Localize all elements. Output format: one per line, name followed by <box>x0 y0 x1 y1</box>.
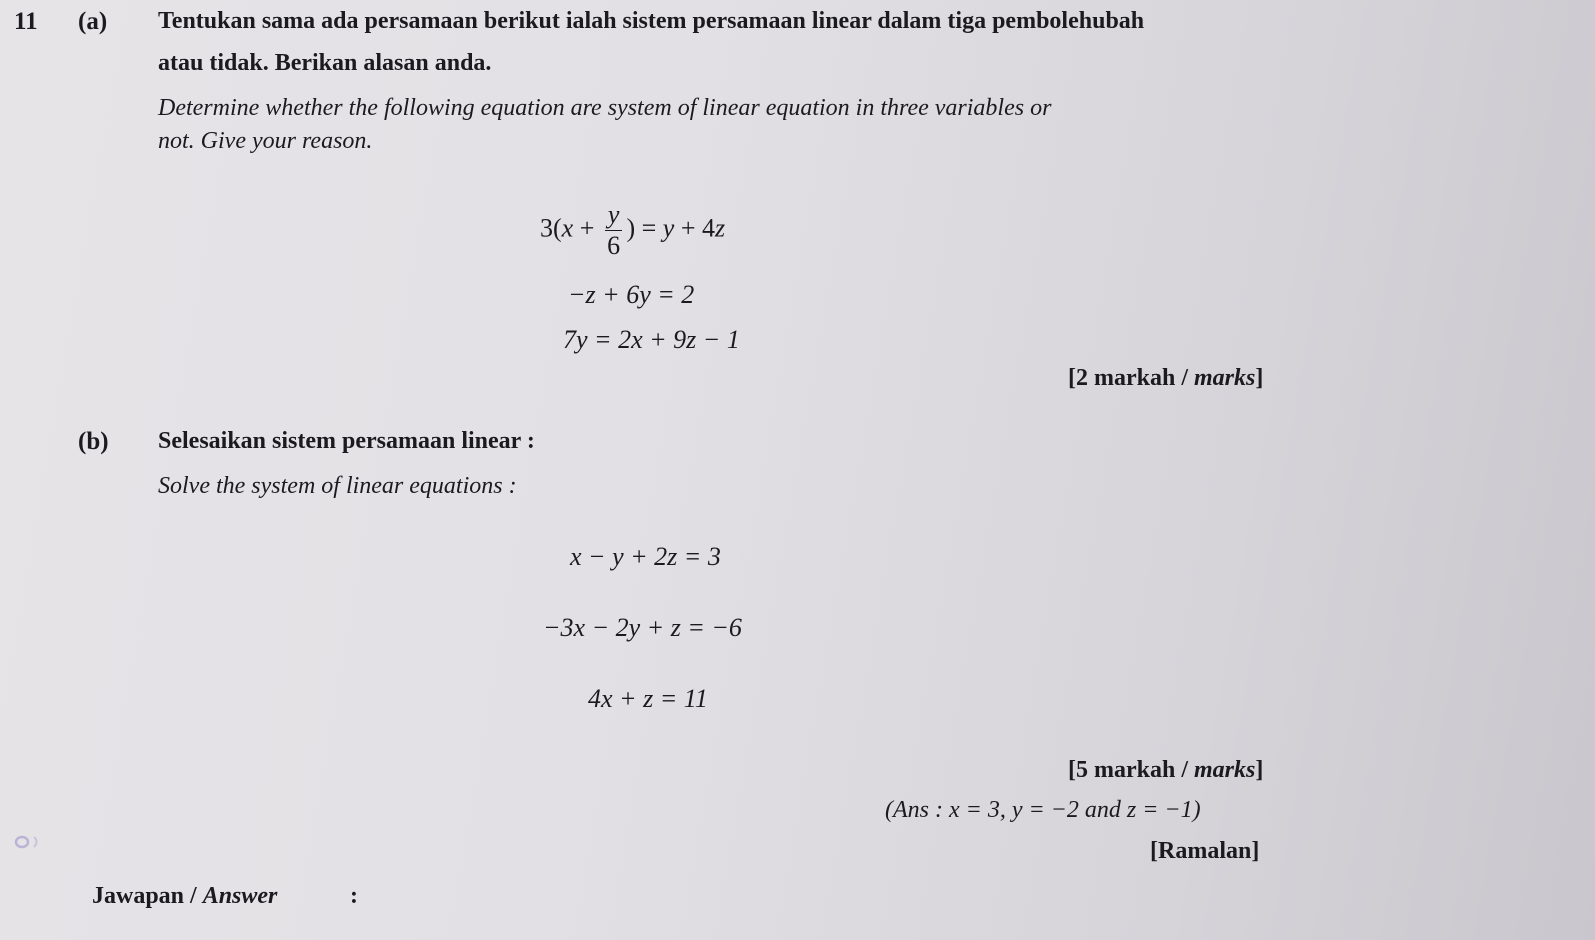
part-a-equation-3: 7y = 2x + 9z − 1 <box>563 325 740 354</box>
answer-hint: (Ans : x = 3, y = −2 and z = −1) <box>885 797 1201 823</box>
answer-label: Jawapan / Answer <box>92 883 278 909</box>
part-a-english-line1: Determine whether the following equation are system of linear equation in three variables or <box>158 95 1052 121</box>
part-b-malay-line: Selesaikan sistem persamaan linear : <box>158 428 535 454</box>
part-b-label: (b) <box>78 428 109 455</box>
fraction-y-over-6: $\frac{y}{6}$ <box>605 202 623 259</box>
part-a-malay-line2: atau tidak. Berikan alasan anda. <box>158 50 492 76</box>
pen-mark <box>8 830 48 854</box>
part-b-english-line: Solve the system of linear equations : <box>158 473 517 499</box>
part-b-equation-2: −3x − 2y + z = −6 <box>543 613 742 642</box>
part-a-marks: [2 markah / marks] <box>1068 365 1264 391</box>
part-b-marks: [5 markah / marks] <box>1068 757 1264 783</box>
answer-colon: : <box>350 883 358 909</box>
part-b-equation-1: x − y + 2z = 3 <box>570 542 721 571</box>
part-a-malay-line1: Tentukan sama ada persamaan berikut ialah sistem persamaan linear dalam tiga pembolehubah <box>158 8 1145 34</box>
part-a-equation-2: −z + 6y = 2 <box>568 280 695 309</box>
part-a-english-line2: not. Give your reason. <box>158 128 373 154</box>
question-number: 11 <box>14 8 38 35</box>
part-a-label: (a) <box>78 8 108 35</box>
part-b-equation-3: 4x + z = 11 <box>588 684 708 713</box>
part-a-equation-1: 3(x + $\frac{y}{6}$ ) = y + 4z <box>540 200 726 260</box>
ramalan-tag: [Ramalan] <box>1150 838 1260 864</box>
